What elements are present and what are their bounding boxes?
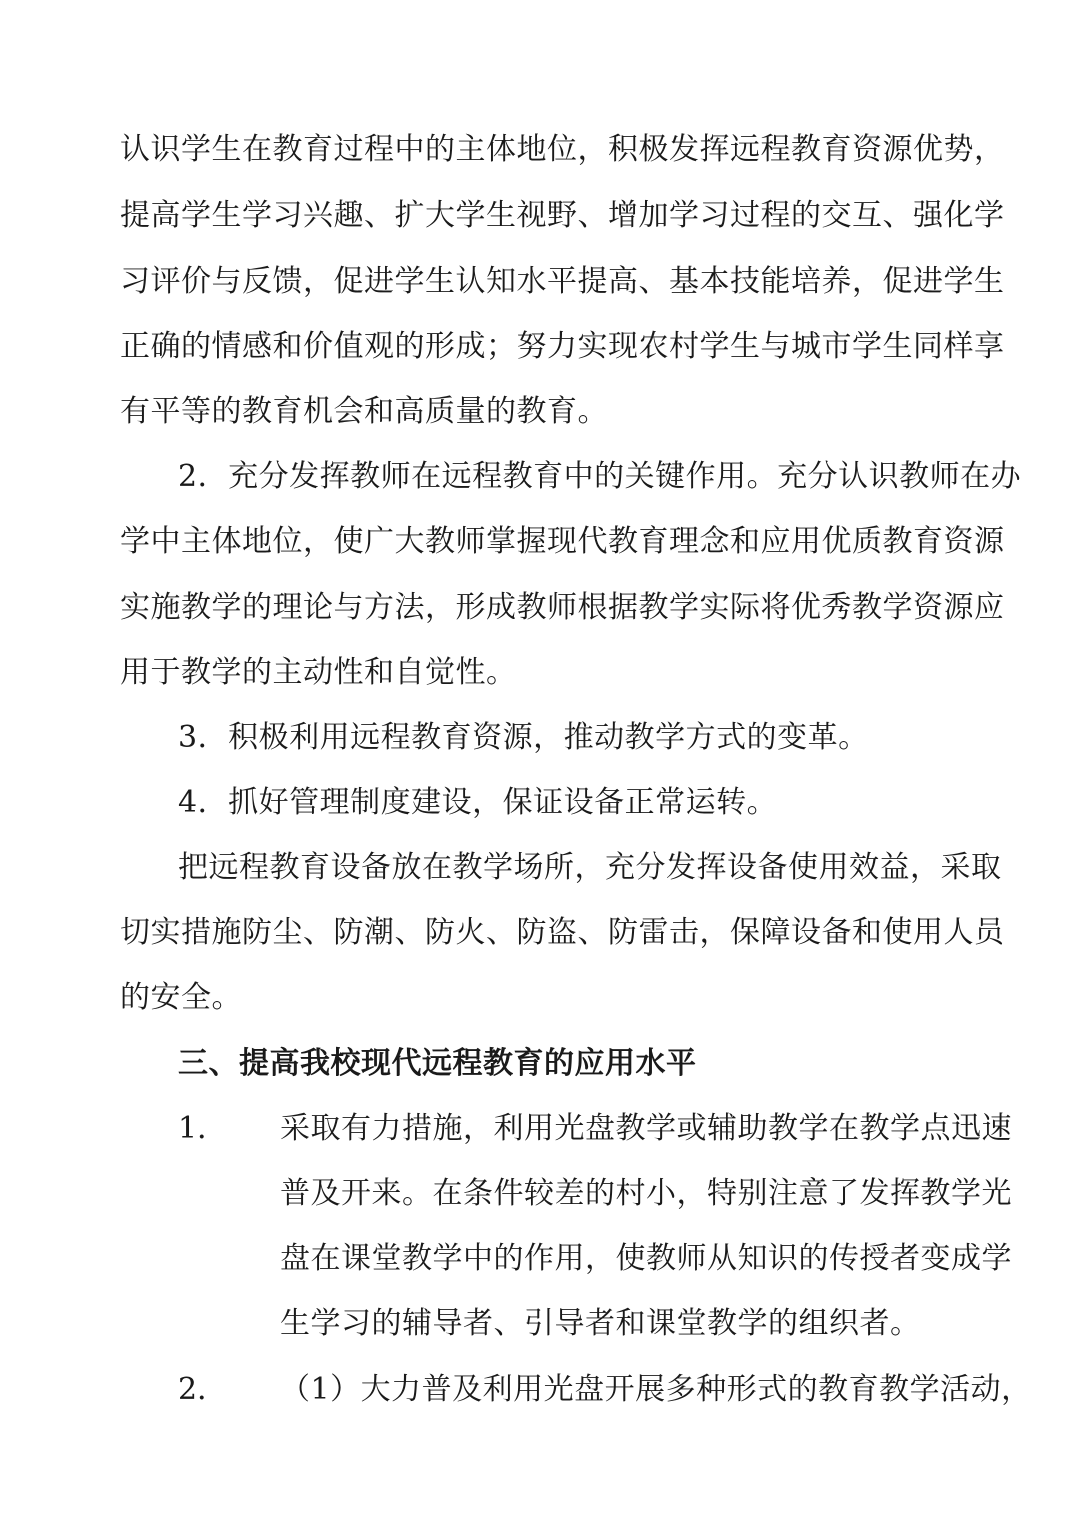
paragraph-line: 习评价与反馈，促进学生认知水平提高、基本技能培养，促进学生 xyxy=(120,264,1005,299)
paragraph-line: 的安全。 xyxy=(120,980,242,1015)
list-item-line: 采取有力措施，利用光盘教学或辅助教学在教学点迅速 xyxy=(280,1111,1012,1146)
paragraph-line: 把远程教育设备放在教学场所，充分发挥设备使用效益，采取 xyxy=(178,850,1002,885)
paragraph-line: 有平等的教育机会和高质量的教育。 xyxy=(120,394,608,429)
list-item-number: 2． xyxy=(178,1372,228,1407)
list-item-number: 1． xyxy=(178,1111,228,1146)
list-item-line: 盘在课堂教学中的作用，使教师从知识的传授者变成学 xyxy=(280,1241,1012,1276)
paragraph-line: 4．抓好管理制度建设，保证设备正常运转。 xyxy=(178,785,778,820)
paragraph-line: 3．积极利用远程教育资源，推动教学方式的变革。 xyxy=(178,720,869,755)
paragraph-line: 2．充分发挥教师在远程教育中的关键作用。充分认识教师在办 xyxy=(178,459,1022,494)
list-item-line: 生学习的辅导者、引导者和课堂教学的组织者。 xyxy=(280,1306,921,1341)
section-heading: 三、提高我校现代远程教育的应用水平 xyxy=(178,1046,697,1081)
paragraph-line: 用于教学的主动性和自觉性。 xyxy=(120,655,517,690)
paragraph-line: 切实措施防尘、防潮、防火、防盗、防雷击，保障设备和使用人员 xyxy=(120,915,1005,950)
paragraph-line: 正确的情感和价值观的形成；努力实现农村学生与城市学生同样享 xyxy=(120,329,1005,364)
paragraph-line: 提高学生学习兴趣、扩大学生视野、增加学习过程的交互、强化学 xyxy=(120,198,1005,233)
paragraph-line: 学中主体地位，使广大教师掌握现代教育理念和应用优质教育资源 xyxy=(120,524,1005,559)
list-item-line: 普及开来。在条件较差的村小，特别注意了发挥教学光 xyxy=(280,1176,1012,1211)
paragraph-line: 实施教学的理论与方法，形成教师根据教学实际将优秀教学资源应 xyxy=(120,590,1005,625)
paragraph-line: 认识学生在教育过程中的主体地位，积极发挥远程教育资源优势， xyxy=(120,132,1005,167)
list-item-line: （1）大力普及利用光盘开展多种形式的教育教学活动， xyxy=(280,1372,1032,1407)
